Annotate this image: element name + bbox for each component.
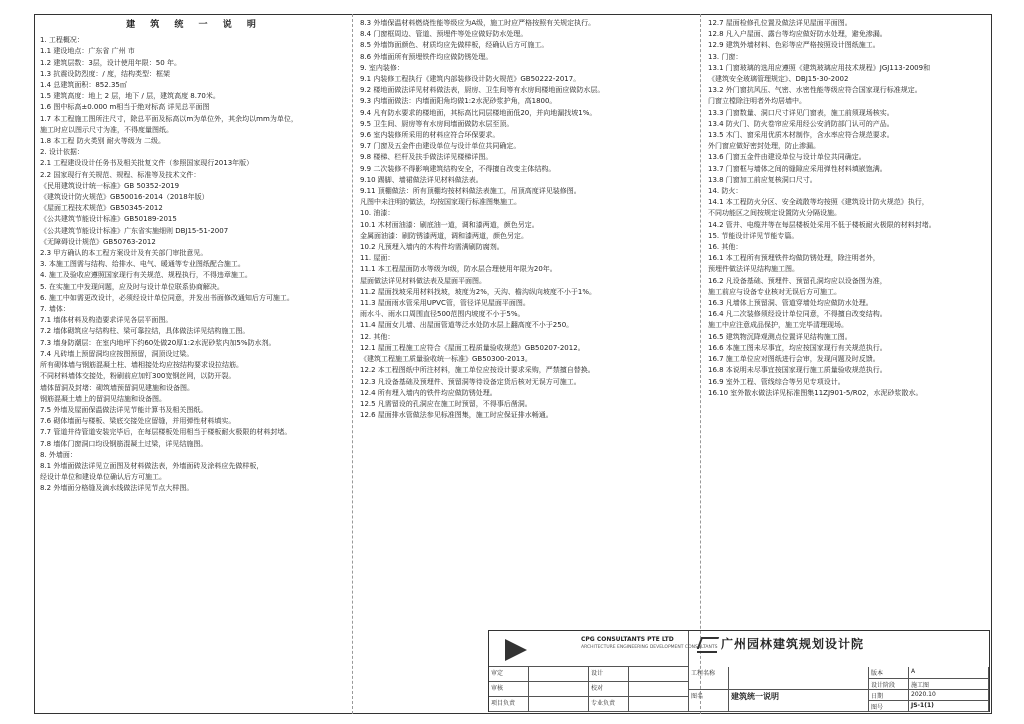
signature-cell: 审核 — [489, 682, 529, 697]
note-line: 《屋面工程技术规范》GB50345-2012 — [40, 204, 163, 213]
note-line: 12.9 建筑外墙材料、色彩等应严格按照设计图纸施工。 — [708, 41, 880, 50]
note-line: 8. 外墙面： — [40, 450, 77, 459]
note-line: 12.2 本工程图纸中所注材料，施工单位应按设计要求采购，严禁擅自替换。 — [360, 366, 595, 375]
note-line: 16.5 建筑物沉降观测点位置详见结构施工图。 — [708, 332, 852, 341]
note-line: 10.1 木材面油漆：刷底油一道，调和漆两道，颜色另定。 — [360, 220, 539, 229]
signature-cell — [529, 682, 589, 697]
note-line: 16. 其他： — [708, 243, 743, 252]
note-line: 2.2 国家现行有关规范、规程、标准等及技术文件： — [40, 170, 201, 179]
sheet-no: JS-1(1) — [909, 701, 989, 712]
firm-name-cn: 广州园林建筑规划设计院 — [721, 637, 865, 651]
note-line: 7.8 墙体门窗洞口均设钢筋混凝土过梁，详见结施图。 — [40, 439, 208, 448]
note-line: 7.7 管道井待管道安装完毕后，在每层楼板处用相当于楼板耐火极限的材料封堵。 — [40, 428, 292, 437]
sheet-no-label: 图号 — [869, 701, 909, 712]
note-line: 7.3 墙身防潮层：在室内地坪下约60处做20厚1:2水泥砂浆内加5%防水剂。 — [40, 338, 276, 347]
note-line: 不同功能区之间按规定设置防火分隔设施。 — [708, 209, 841, 218]
note-line: 16.7 施工单位应对图纸进行会审，发现问题及时反馈。 — [708, 355, 880, 364]
note-line: 钢筋混凝土墙上的留洞见结施和设备图。 — [40, 394, 166, 403]
note-line: 10.2 凡预埋入墙内的木构件均需满刷防腐剂。 — [360, 243, 504, 252]
note-line: 13. 门窗： — [708, 52, 743, 61]
note-line: 不同材料墙体交接处，粉刷前应加钉300宽钢丝网，以防开裂。 — [40, 372, 236, 381]
note-line: 16.10 室外散水做法详见标准图集11ZJ901-5/R02，水泥砂浆散水。 — [708, 388, 923, 397]
notes-column-3 — [708, 18, 990, 399]
title-block — [488, 630, 990, 712]
note-line: 11.1 本工程屋面防水等级为Ⅰ级，防水层合理使用年限为20年。 — [360, 265, 557, 274]
note-line: 7.6 砌体墙面与楼板、梁底交接处应留缝，并用弹性材料填实。 — [40, 417, 236, 426]
note-line: 7.4 凡砖墙上预留洞均应按图预留，洞顶设过梁。 — [40, 349, 194, 358]
note-line: 12.4 所有埋入墙内的铁件均应做防锈处理。 — [360, 388, 497, 397]
signature-cell — [629, 697, 689, 712]
note-line: 1.1 建设地点：广东省 广州 市 — [40, 47, 135, 56]
note-line: 8.6 外墙面所有预埋铁件均应做防锈处理。 — [360, 52, 493, 61]
note-line: 预埋件做法详见结构施工图。 — [708, 265, 799, 274]
column-divider — [352, 14, 353, 714]
drawing-name: 建筑统一说明 — [729, 690, 869, 712]
note-line: 8.4 门窗框周边、管道、预埋件等处应做好防水处理。 — [360, 30, 528, 39]
signature-cell — [629, 682, 689, 697]
note-line: 11.2 屋面找坡采用材料找坡，坡度为2%，天沟、檐沟纵向坡度不小于1%。 — [360, 287, 597, 296]
note-line: 1.4 总建筑面积：852.35㎡ — [40, 81, 127, 90]
signature-cell: 设计 — [589, 667, 629, 682]
project-name — [729, 667, 869, 690]
note-line: 2. 设计依据： — [40, 148, 84, 157]
note-line: 《建筑安全玻璃管理规定》、DBJ15-30-2002 — [708, 75, 849, 84]
note-line: 墙体留洞及封堵：砌筑墙预留洞见建施和设备图。 — [40, 383, 194, 392]
note-line: 1. 工程概况： — [40, 36, 84, 45]
note-line: 所有砌体墙与钢筋混凝土柱、墙相接处均应按结构要求设拉结筋。 — [40, 361, 243, 370]
note-line: 9.3 内墙面做法：内墙面阳角均做1:2水泥砂浆护角，高1800。 — [360, 97, 557, 106]
version-label: 版本 — [869, 667, 909, 679]
note-line: 门窗立樘除注明者外均居墙中。 — [708, 97, 806, 106]
note-line: 4. 施工及验收应遵照国家现行有关规范、规程执行，不得违章施工。 — [40, 271, 252, 280]
note-line: 16.2 凡设备基础、预埋件、预留孔洞均应以设备图为准， — [708, 276, 887, 285]
note-line: 5. 在实施工中发现问题，应及时与设计单位联系协商解决。 — [40, 282, 224, 291]
note-line: 16.1 本工程所有预埋铁件均做防锈处理，除注明者外， — [708, 254, 880, 263]
institute-logo-icon — [697, 637, 717, 653]
signature-cell — [529, 667, 589, 682]
note-line: 9.10 踢脚、墙裙做法详见材料做法表。 — [360, 175, 483, 184]
signature-cell: 审定 — [489, 667, 529, 682]
note-line: 施工时应以图示尺寸为准，不得度量图纸。 — [40, 125, 173, 134]
signature-cell — [529, 697, 589, 712]
note-line: 凡图中未注明的做法，均按国家现行标准图集施工。 — [360, 198, 521, 207]
drawing-label: 图名 — [689, 690, 729, 712]
note-line: 屋面做法详见材料做法表及屋面平面图。 — [360, 276, 486, 285]
note-line: 1.8 本工程 防火类别 耐火等级为 二级。 — [40, 137, 166, 146]
note-line: 14.2 管井、电缆井等在每层楼板处采用不低于楼板耐火极限的材料封堵。 — [708, 220, 936, 229]
sheet-heading: 建 筑 统 一 说 明 — [126, 20, 262, 30]
note-line: 15. 节能设计详见节能专篇。 — [708, 231, 799, 240]
note-line: 施工前应与设备专业核对无误后方可施工。 — [708, 287, 841, 296]
date-label: 日期 — [869, 690, 909, 701]
note-line: 9.11 顶棚做法：所有顶棚均按材料做法表施工，吊顶高度详见装修图。 — [360, 187, 581, 196]
note-line: 16.8 本说明未尽事宜按国家现行施工质量验收规范执行。 — [708, 366, 887, 375]
note-line: 8.2 外墙面分格缝及滴水线做法详见节点大样图。 — [40, 484, 194, 493]
signature-cell — [629, 667, 689, 682]
note-line: 9.8 楼梯、栏杆及扶手做法详见楼梯详图。 — [360, 153, 493, 162]
note-line: 13.2 外门窗抗风压、气密、水密性能等级应符合国家现行标准规定。 — [708, 86, 922, 95]
note-line: 16.3 凡墙体上预留洞、管道穿墙处均应做防水处理。 — [708, 299, 873, 308]
notes-column-1 — [40, 18, 348, 495]
note-line: 2.3 甲方确认的本工程方案设计及有关部门审批意见。 — [40, 249, 208, 258]
note-line: 12.6 屋面排水管做法参见标准图集，施工时应保证排水畅通。 — [360, 411, 553, 420]
note-line: 《民用建筑设计统一标准》GB 50352-2019 — [40, 181, 180, 190]
phase-label: 设计阶段 — [869, 679, 909, 690]
note-line: 3. 本施工图需与结构、给排水、电气、暖通等专业图纸配合施工。 — [40, 260, 245, 269]
note-line: 12.3 凡设备基础及预埋件、预留洞等待设备定货后核对无误方可施工。 — [360, 377, 581, 386]
phase-value: 施工图 — [909, 679, 989, 690]
note-line: 9.1 内装修工程执行《建筑内部装修设计防火规范》GB50222-2017。 — [360, 75, 581, 84]
note-line: 12.7 屋面检修孔位置及做法详见屋面平面图。 — [708, 19, 852, 27]
note-line: 1.3 抗震设防烈度：/ 度，结构类型：框架 — [40, 69, 170, 78]
note-line: 12.8 凡入户屋面、露台等均应做好防水处理，避免渗漏。 — [708, 30, 887, 39]
firm-name-en-sub: ARCHITECTURE ENGINEERING DEVELOPMENT CONSULTANTS — [581, 645, 718, 650]
note-line: 1.5 建筑高度：地上 2 层，地下 / 层，建筑高度 8.70米。 — [40, 92, 220, 101]
note-line: 9. 室内装修： — [360, 63, 404, 72]
note-line: 外门窗应做好密封处理，防止渗漏。 — [708, 142, 820, 151]
note-line: 13.3 门窗数量、洞口尺寸详见门窗表，施工前须现场核实。 — [708, 108, 894, 117]
note-line: 9.6 室内装修所采用的材料应符合环保要求。 — [360, 131, 500, 140]
note-line: 14.1 本工程防火分区、安全疏散等均按照《建筑设计防火规范》执行， — [708, 198, 929, 207]
note-line: 2.1 工程建设设计任务书及相关批复文件（参照国家现行2013年版） — [40, 159, 254, 168]
note-line: 《公共建筑节能设计标准》广东省实施细则 DBJ15-51-2007 — [40, 226, 229, 235]
note-line: 9.4 凡有防水要求的楼地面，其标高比同层楼地面低20，并向地漏找坡1%。 — [360, 108, 597, 117]
note-line: 1.2 建筑层数：3层，设计使用年限：50 年。 — [40, 58, 181, 67]
note-line: 8.1 外墙面做法详见立面图及材料做法表，外墙面砖及涂料应先做样板， — [40, 461, 264, 470]
note-line: 14. 防火： — [708, 187, 743, 196]
note-line: 12.1 屋面工程施工应符合《屋面工程质量验收规范》GB50207-2012。 — [360, 343, 585, 352]
note-line: 8.3 外墙保温材料燃烧性能等级应为A级，施工时应严格按照有关规定执行。 — [360, 19, 596, 27]
note-line: 《建筑设计防火规范》GB50016-2014（2018年版） — [40, 193, 209, 202]
note-line: 9.2 楼地面做法详见材料做法表，厨房、卫生间等有水房间楼地面应做防水层。 — [360, 86, 605, 95]
firm-name-en: CPG CONSULTANTS PTE LTD — [581, 636, 674, 643]
column-divider — [700, 14, 701, 714]
signature-cell: 校对 — [589, 682, 629, 697]
note-line: 13.6 门窗五金件由建设单位与设计单位共同确定。 — [708, 153, 866, 162]
note-line: 7.2 墙体砌筑应与结构柱、梁可靠拉结，具体做法详见结构施工图。 — [40, 327, 250, 336]
notes-column-2 — [360, 18, 696, 421]
note-line: 7.5 外墙及屋面保温做法详见节能计算书及相关图纸。 — [40, 405, 208, 414]
note-line: 施工中应注意成品保护，施工完毕清理现场。 — [708, 321, 848, 330]
signature-cell: 专业负责 — [589, 697, 629, 712]
note-line: 1.6 图中标高±0.000 m相当于绝对标高 详见总平面图 — [40, 103, 210, 112]
note-line: 16.4 凡二次装修须经设计单位同意，不得擅自改变结构。 — [708, 310, 887, 319]
note-line: 1.7 本工程施工图所注尺寸，除总平面及标高以m为单位外，其余均以mm为单位， — [40, 114, 298, 123]
note-line: 13.1 门窗玻璃的选用应遵照《建筑玻璃应用技术规程》JGJ113-2009和 — [708, 63, 931, 72]
version-value: A — [909, 667, 989, 679]
note-line: 8.5 外墙饰面颜色、材质均应先做样板，经确认后方可施工。 — [360, 41, 549, 50]
note-line: 12.5 凡需留设的孔洞应在施工时预留，不得事后凿洞。 — [360, 399, 532, 408]
note-line: 16.6 本施工图未尽事宜，均应按国家现行有关规范执行。 — [708, 343, 887, 352]
cpg-logo-icon — [505, 639, 527, 661]
note-line: 7. 墙体： — [40, 305, 70, 314]
note-line: 金属面油漆：刷防锈漆两道，调和漆两道，颜色另定。 — [360, 231, 528, 240]
note-line: 11. 屋面： — [360, 254, 395, 263]
date-value: 2020.10 — [909, 690, 989, 701]
note-line: 《建筑工程施工质量验收统一标准》GB50300-2013。 — [360, 355, 532, 364]
note-line: 13.5 木门、窗采用优质木材制作，含水率应符合规范要求。 — [708, 131, 894, 140]
note-line: 经设计单位和建设单位确认后方可施工。 — [40, 473, 166, 482]
note-line: 10. 油漆： — [360, 209, 395, 218]
note-line: 12. 其他： — [360, 332, 395, 341]
note-line: 9.7 门窗及五金件由建设单位与设计单位共同确定。 — [360, 142, 521, 151]
note-line: 11.4 屋面女儿墙、出屋面管道等泛水处防水层上翻高度不小于250。 — [360, 321, 574, 330]
note-line: 13.8 门窗加工前应复核洞口尺寸。 — [708, 175, 817, 184]
note-line: 11.3 屋面雨水管采用UPVC管，管径详见屋面平面图。 — [360, 299, 530, 308]
note-line: 13.7 门窗框与墙体之间的缝隙应采用弹性材料填嵌饱满。 — [708, 164, 887, 173]
project-label: 工程名称 — [689, 667, 729, 690]
note-line: 9.5 卫生间、厨房等有水房间墙面做防水层至顶。 — [360, 119, 514, 128]
note-line: 《无障碍设计规范》GB50763-2012 — [40, 237, 156, 246]
note-line: 6. 施工中如需更改设计，必须经设计单位同意，并发出书面修改通知后方可施工。 — [40, 293, 294, 302]
note-line: 雨水斗、雨水口周围直径500范围内坡度不小于5%。 — [360, 310, 525, 319]
signature-cell: 项目负责 — [489, 697, 529, 712]
note-line: 13.4 防火门、防火卷帘应采用经公安消防部门认可的产品。 — [708, 119, 894, 128]
note-line: 16.9 室外工程、管线综合等另见专项设计。 — [708, 377, 845, 386]
note-line: 9.9 二次装修不得影响建筑结构安全，不得擅自改变主体结构。 — [360, 164, 556, 173]
note-line: 《公共建筑节能设计标准》GB50189-2015 — [40, 215, 177, 224]
note-line: 7.1 墙体材料及构造要求详见各层平面图。 — [40, 316, 173, 325]
